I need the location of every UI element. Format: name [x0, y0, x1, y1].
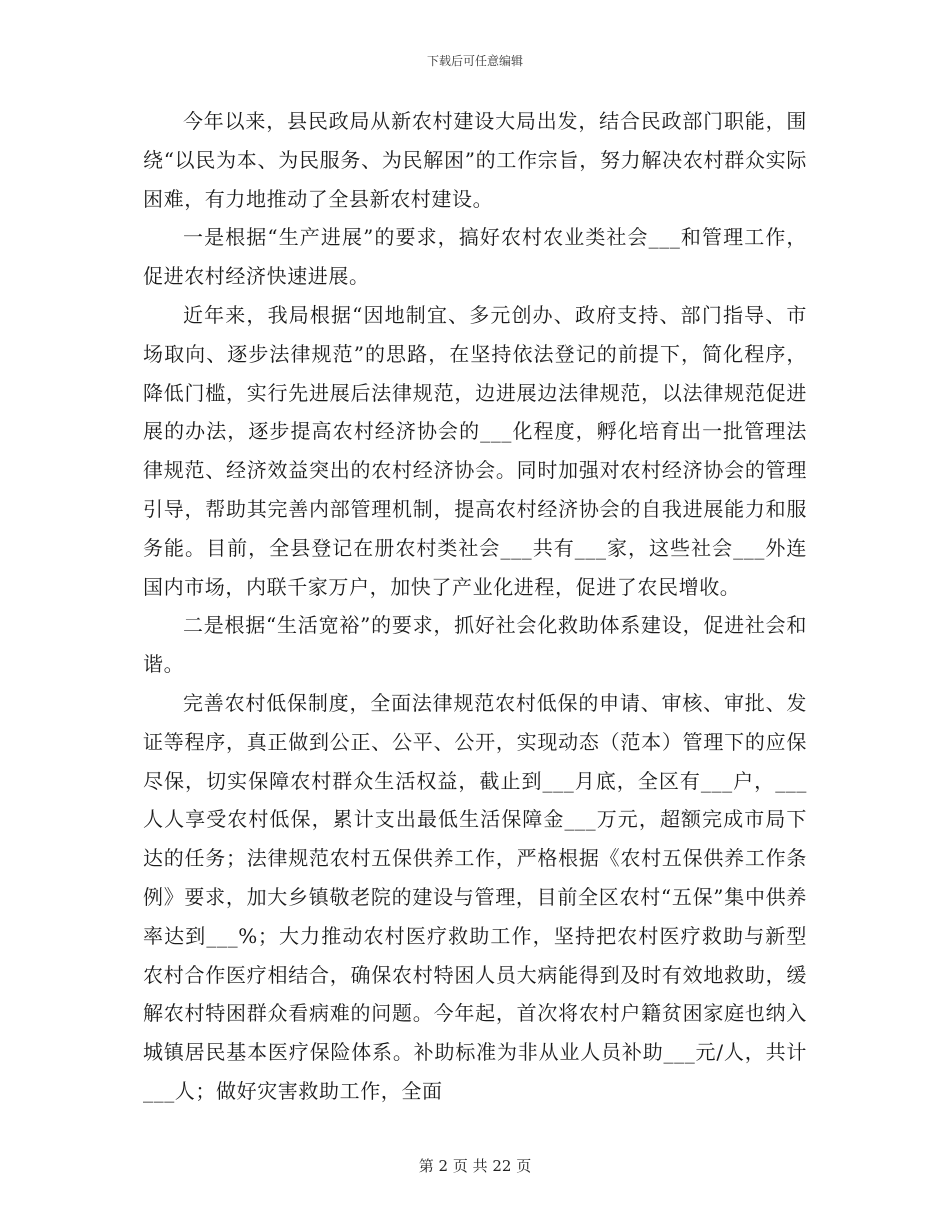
- document-body: [143, 102, 807, 1111]
- paragraph-point-one: 一是根据“生产进展”的要求，搞好农村农业类社会___和管理工作，促进农村经济快速进展。: [143, 225, 807, 289]
- paragraph-point-two: 二是根据“生活宽裕”的要求，抓好社会化救助体系建设，促进社会和谐。: [143, 613, 807, 677]
- paragraph-intro: 今年以来，县民政局从新农村建设大局出发，结合民政部门职能，围绕“以民为本、为民服务、为民解困”的工作宗旨，努力解决农村群众实际困难，有力地推动了全县新农村建设。: [143, 109, 807, 211]
- page-number-footer: 第 2 页 共 22 页: [418, 1157, 532, 1175]
- paragraph-point-one-detail: 近年来，我局根据“因地制宜、多元创办、政府支持、部门指导、市场取向、逐步法律规范”的思路，在坚持依法登记的前提下，简化程序，降低门槛，实行先进展后法律规范，边进展边法律规范，以法律规范促进展的办法，逐步提高农村经济协会的___化程度，孵化培育出一批管理法律规范、经济效益突出的农村经济协会。同时加强对农村经济协会的管理引导，帮助其完善内部管理机制，提高农村经济协会的自我进展能力和服务能。目前，全县登记在册农村类社会___共有___家，这些社会___外连国内市场，内联千家万户，加快了产业化进程，促进了农民增收。: [143, 302, 807, 599]
- page-header-note: 下载后可任意编辑: [426, 54, 523, 68]
- paragraph-point-two-detail: 完善农村低保制度，全面法律规范农村低保的申请、审核、审批、发证等程序，真正做到公正、公平、公开，实现动态（范本）管理下的应保尽保，切实保障农村群众生活权益，截止到___月底，全区有___户，___人人享受农村低保，累计支出最低生活保障金___万元，超额完成市局下达的任务；法律规范农村五保供养工作，严格根据《农村五保供养工作条例》要求，加大乡镇敬老院的建设与管理，目前全区农村“五保”集中供养率达到___%；大力推动农村医疗救助工作，坚持把农村医疗救助与新型农村合作医疗相结合，确保农村特困人员大病能得到及时有效地救助，缓解农村特困群众看病难的问题。今年起，首次将农村户籍贫困家庭也纳入城镇居民基本医疗保险体系。补助标准为非从业人员补助___元/人，共计___人；做好灾害救助工作，全面: [143, 690, 807, 1103]
